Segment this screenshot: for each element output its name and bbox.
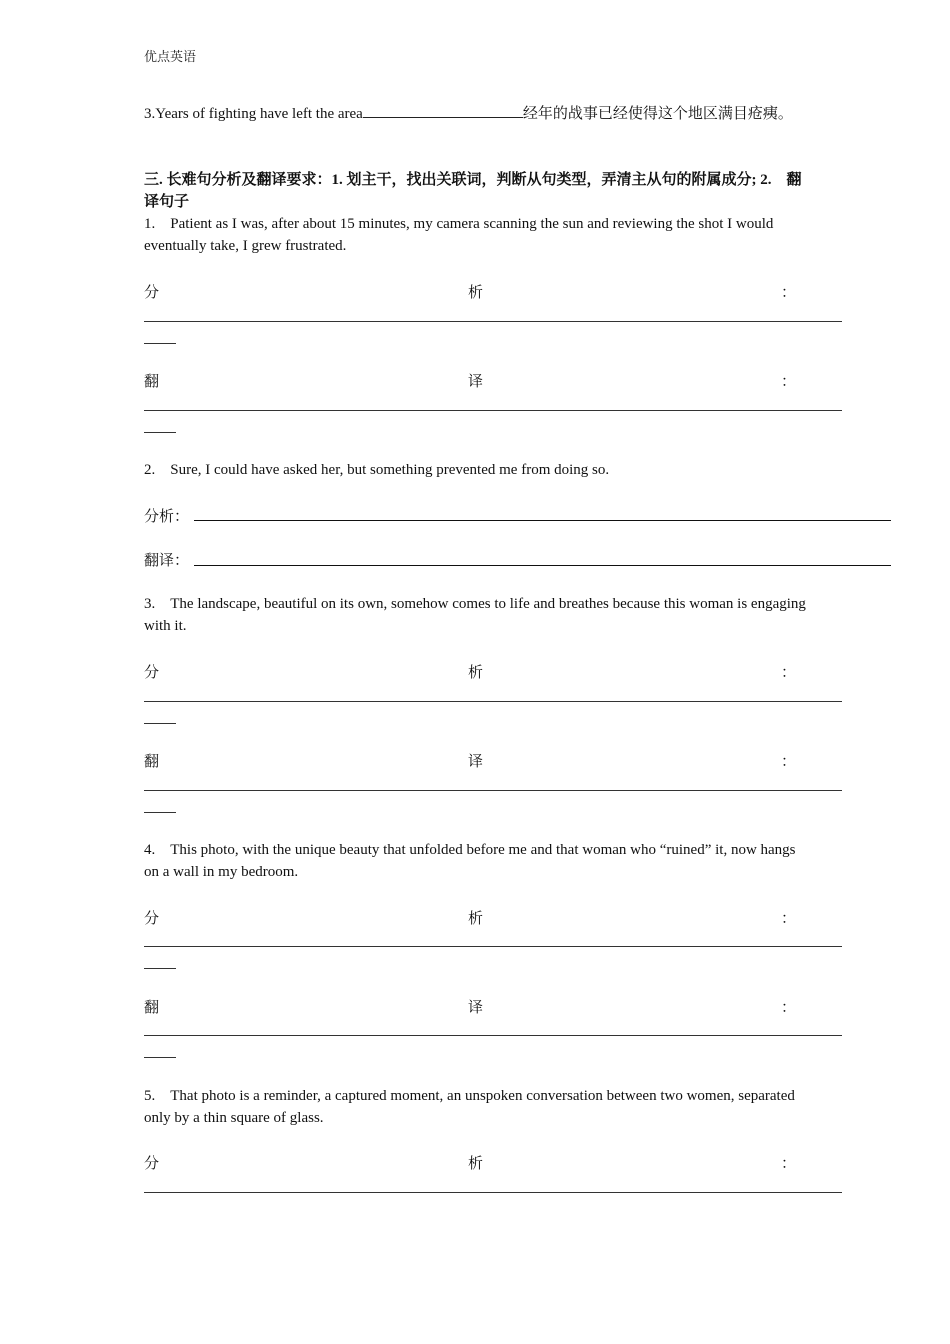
answer-line-end <box>144 1057 176 1058</box>
sentence-4: 4. This photo, with the unique beauty that unfolded before me and that woman who “ruined” it, now hangs on a wall in my bedroom. <box>144 842 796 880</box>
translation-answer-line[interactable] <box>194 565 891 566</box>
answer-line-end <box>144 968 176 969</box>
fan-label: 翻 <box>144 754 160 770</box>
analysis-answer-line[interactable] <box>194 520 891 521</box>
colon-label: ： <box>780 911 796 927</box>
translation-row-4 <box>144 996 796 1018</box>
question-suffix: 经年的战事已经使得这个地区满目疮痍。 <box>522 106 793 122</box>
answer-line-end <box>144 723 176 724</box>
answer-line[interactable] <box>144 946 842 947</box>
translation-row-1 <box>144 370 796 392</box>
answer-line-end <box>144 812 176 813</box>
xi-label: 析 <box>468 665 484 681</box>
fill-in-question-3 <box>144 101 812 125</box>
analysis-row-1 <box>144 281 796 303</box>
yi-label: 译 <box>468 754 484 770</box>
page-header: 优点英语 <box>144 49 197 64</box>
fan-label: 翻 <box>144 1000 160 1016</box>
fen-label: 分 <box>144 911 160 927</box>
answer-line-end <box>144 343 176 344</box>
answer-line[interactable] <box>144 790 842 791</box>
fan-label: 翻 <box>144 374 160 390</box>
answer-blank[interactable] <box>363 101 523 118</box>
fen-label: 分 <box>144 285 160 301</box>
yi-label: 译 <box>468 1000 484 1016</box>
answer-line[interactable] <box>144 321 842 322</box>
fen-label: 分 <box>144 665 160 681</box>
colon-label: ： <box>780 285 796 301</box>
colon-label: ： <box>780 1000 796 1016</box>
answer-line[interactable] <box>144 701 842 702</box>
translation-row-3 <box>144 750 796 772</box>
answer-line-end <box>144 432 176 433</box>
sentence-3: 3. The landscape, beautiful on its own, somehow comes to life and breathes because this woman is engaging with it. <box>144 596 806 634</box>
answer-line[interactable] <box>144 1035 842 1036</box>
xi-label: 析 <box>468 911 484 927</box>
sentence-5: 5. That photo is a reminder, a captured moment, an unspoken conversation between two women, separated only by a thin square of glass. <box>144 1088 795 1126</box>
colon-label: ： <box>780 374 796 390</box>
xi-label: 析 <box>468 1156 484 1172</box>
analysis-inline-label: 分析： <box>144 509 190 525</box>
answer-line[interactable] <box>144 1192 842 1193</box>
colon-label: ： <box>780 754 796 770</box>
analysis-row-3 <box>144 661 796 683</box>
question-prefix: 3.Years of fighting have left the area <box>144 106 363 122</box>
translation-inline-label: 翻译： <box>144 553 190 569</box>
answer-line[interactable] <box>144 410 842 411</box>
section-title: 三. 长难句分析及翻译要求：1. 划主干，找出关联词，判断从句类型，弄清主从句的附属成分; 2. 翻译句子 <box>144 172 802 210</box>
colon-label: ： <box>780 1156 796 1172</box>
analysis-row-4 <box>144 907 796 929</box>
fen-label: 分 <box>144 1156 160 1172</box>
colon-label: ： <box>780 665 796 681</box>
xi-label: 析 <box>468 285 484 301</box>
analysis-row-5 <box>144 1152 796 1174</box>
sentence-2: 2. Sure, I could have asked her, but something prevented me from doing so. <box>144 462 610 478</box>
yi-label: 译 <box>468 374 484 390</box>
sentence-1: 1. Patient as I was, after about 15 minutes, my camera scanning the sun and reviewing the shot I would eventually take, I grew frustrated. <box>144 216 774 254</box>
